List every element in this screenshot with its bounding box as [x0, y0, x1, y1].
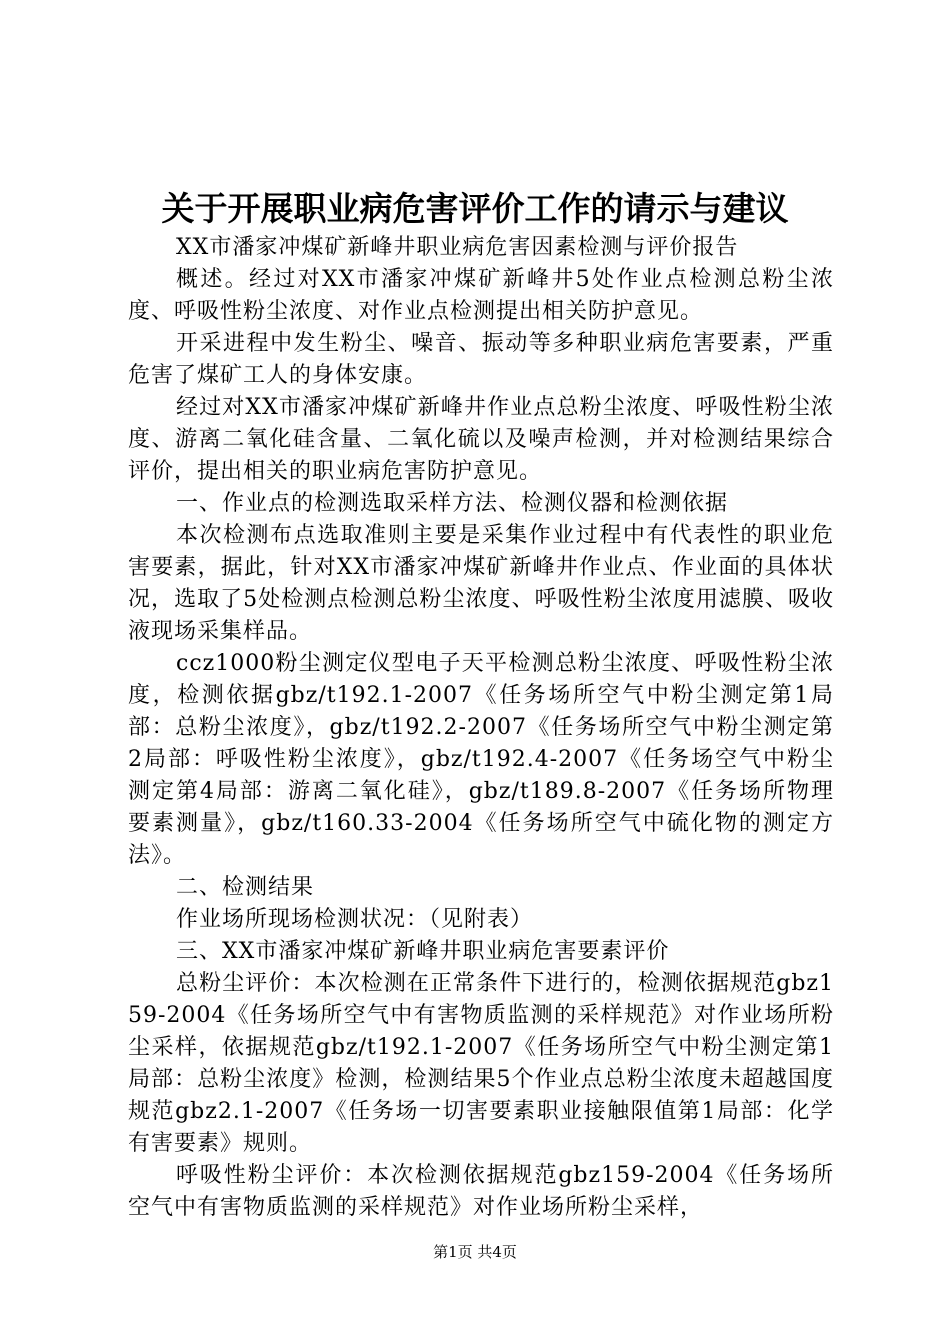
section-three-heading: 三、XX市潘家冲煤矿新峰井职业病危害要素评价 — [176, 939, 670, 964]
instrument-standards-paragraph: ccz1000粉尘测定仪型电子天平检测总粉尘浓度、呼吸性粉尘浓度，检测依据gbz/t192.1-2007《任务场所空气中粉尘测定第1局部：总粉尘浓度》，gbz/t192.2-2007《任务场所空气中粉尘测定第2局部：呼吸性粉尘浓度》，gbz/t192.4-2007《任务场空气中粉尘测定第4局部：游离二氧化硅》，gbz/t189.8-2007《任务场所物理要素测量》，gbz/t160.33-2004《任务场所空气中硫化物的测定方法》。 — [128, 651, 834, 868]
document-body — [128, 232, 834, 1224]
overview-paragraph: 概述。经过对XX市潘家冲煤矿新峰井5处作业点检测总粉尘浓度、呼吸性粉尘浓度、对作业点检测提出相关防护意见。 — [128, 267, 834, 324]
hazard-intro-paragraph: 开采进程中发生粉尘、噪音、振动等多种职业病危害要素，严重危害了煤矿工人的身体安康。 — [128, 331, 834, 388]
respirable-dust-evaluation-paragraph: 呼吸性粉尘评价：本次检测依据规范gbz159-2004《任务场所空气中有害物质监测的采样规范》对作业场所粉尘采样， — [128, 1163, 834, 1220]
sampling-method-paragraph: 本次检测布点选取准则主要是采集作业过程中有代表性的职业危害要素，据此，针对XX市潘家冲煤矿新峰井作业点、作业面的具体状况，选取了5处检测点检测总粉尘浓度、呼吸性粉尘浓度用滤膜、吸收液现场采集样品。 — [128, 523, 834, 644]
total-dust-evaluation-paragraph: 总粉尘评价：本次检测在正常条件下进行的，检测依据规范gbz159-2004《任务场所空气中有害物质监测的采样规范》对作业场所粉尘采样，依据规范gbz/t192.1-2007《任务场所空气中粉尘测定第1局部：总粉尘浓度》检测，检测结果5个作业点总粉尘浓度未超越国度规范gbz2.1-2007《任务场一切害要素职业接触限值第1局部：化学有害要素》规则。 — [128, 971, 834, 1156]
inspection-summary-paragraph: 经过对XX市潘家冲煤矿新峰井作业点总粉尘浓度、呼吸性粉尘浓度、游离二氧化硅含量、二氧化硫以及噪声检测，并对检测结果综合评价，提出相关的职业病危害防护意见。 — [128, 395, 834, 484]
section-one-heading: 一、作业点的检测选取采样方法、检测仪器和检测依据 — [176, 491, 729, 516]
report-heading-paragraph: XX市潘家冲煤矿新峰井职业病危害因素检测与评价报告 — [176, 235, 739, 260]
page-number: 第1页 — [433, 1243, 473, 1261]
section-two-heading: 二、检测结果 — [176, 875, 315, 900]
site-status-paragraph: 作业场所现场检测状况：（见附表） — [176, 907, 534, 932]
page-total: 共4页 — [477, 1243, 517, 1261]
document-title: 关于开展职业病危害评价工作的请示与建议 — [161, 189, 789, 228]
page-footer — [0, 1240, 950, 1264]
